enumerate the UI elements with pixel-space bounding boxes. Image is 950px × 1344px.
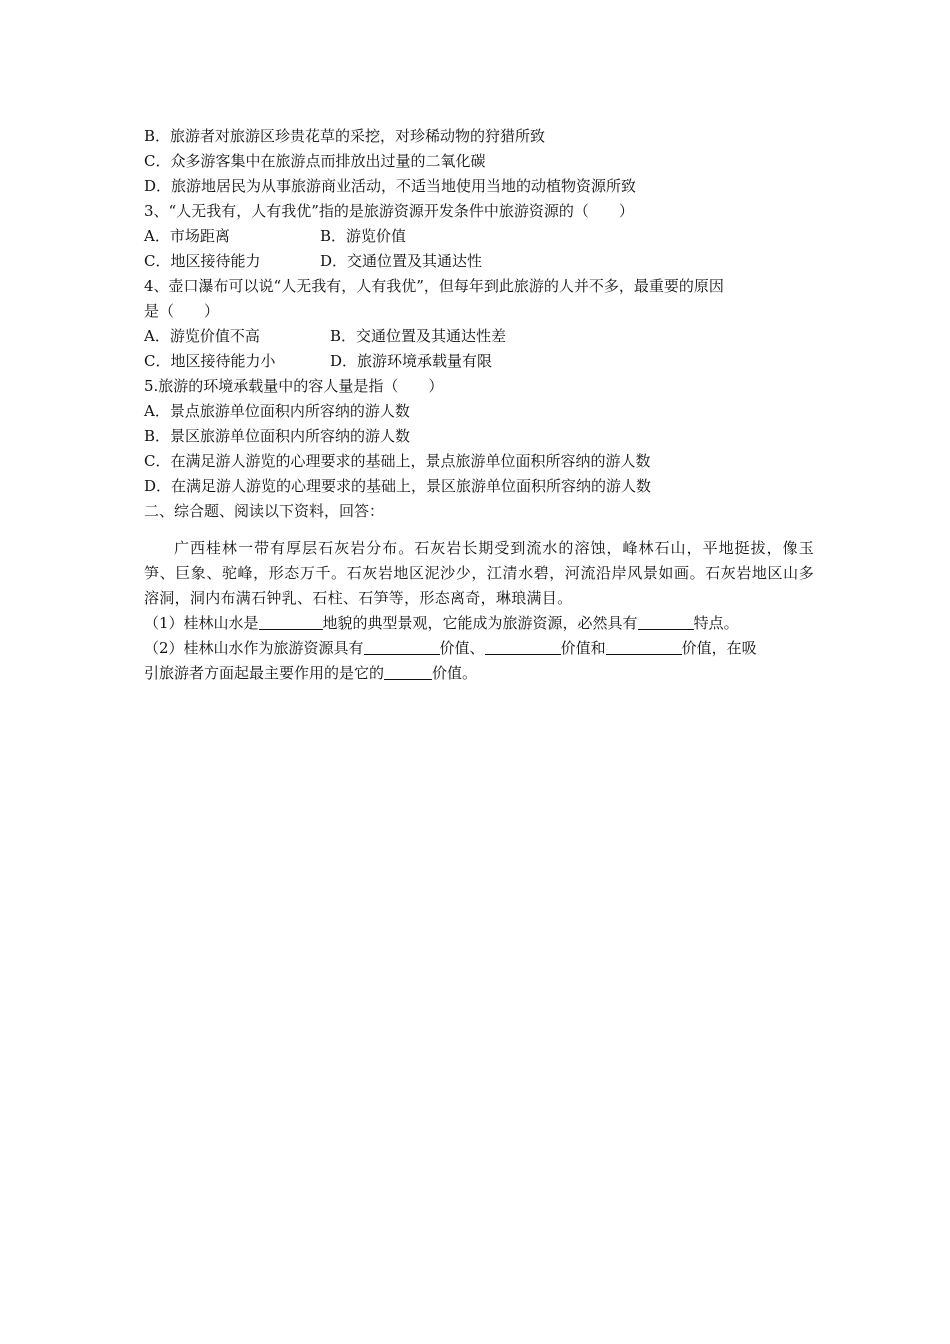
sub2-text-1: （2）桂林山水作为旅游资源具有 xyxy=(144,639,364,657)
sub1-text-1: （1）桂林山水是 xyxy=(144,614,259,632)
q5-option-d: D．在满足游人游览的心理要求的基础上，景区旅游单位面积所容纳的游人数 xyxy=(144,477,652,495)
reading-passage: 广西桂林一带有厚层石灰岩分布。石灰岩长期受到流水的溶蚀，峰林石山，平地挺拔，像玉笋、巨象、驼峰，形态万千。石灰岩地区泥沙少，江清水碧，河流沿岸风景如画。石灰岩地区山多溶洞，洞内布满石钟乳、石柱、石笋等，形态离奇，琳琅满目。 xyxy=(144,539,814,607)
q5-option-a: A．景点旅游单位面积内所容纳的游人数 xyxy=(144,402,410,420)
q3-stem: 3、“人无我有，人有我优”指的是旅游资源开发条件中旅游资源的（ ） xyxy=(144,202,634,220)
q4-option-a: A．游览价值不高 xyxy=(144,327,260,345)
answer-blank-main-value[interactable] xyxy=(384,663,432,680)
sub2-text-3: 价值和 xyxy=(560,639,606,657)
q4-option-c: C．地区接待能力小 xyxy=(144,352,276,370)
sub2-text-2: 价值、 xyxy=(439,639,485,657)
sub-question-2-line1 xyxy=(144,636,814,661)
q3-option-b: B．游览价值 xyxy=(320,227,407,245)
q4-options-row2 xyxy=(144,349,814,374)
answer-blank-landform[interactable] xyxy=(259,613,323,630)
sub1-text-2: 地貌的典型景观，它能成为旅游资源，必然具有 xyxy=(322,614,638,632)
answer-blank-value-3[interactable] xyxy=(606,638,682,655)
q5-option-b: B．景区旅游单位面积内所容纳的游人数 xyxy=(144,427,411,445)
sub2-text-5: 引旅游者方面起最主要作用的是它的 xyxy=(144,664,385,682)
q2-option-c: C．众多游客集中在旅游点而排放出过量的二氧化碳 xyxy=(144,152,486,170)
sub-question-2-line2 xyxy=(144,661,814,686)
sub1-text-3: 特点。 xyxy=(693,614,739,632)
sub-question-1 xyxy=(144,611,814,636)
answer-blank-feature[interactable] xyxy=(638,613,694,630)
q4-option-b: B．交通位置及其通达性差 xyxy=(330,327,507,345)
q3-option-c: C．地区接待能力 xyxy=(144,252,261,270)
q3-options-row1 xyxy=(144,224,814,249)
answer-blank-value-2[interactable] xyxy=(485,638,561,655)
q5-stem: 5.旅游的环境承载量中的容人量是指（ ） xyxy=(144,377,444,395)
sub2-text-4: 价值，在吸 xyxy=(681,639,757,657)
q4-options-row1 xyxy=(144,324,814,349)
q4-stem-line2: 是（ ） xyxy=(144,302,220,320)
section2-heading: 二、综合题、阅读以下资料，回答： xyxy=(144,502,385,520)
q4-stem-line1: 4、壶口瀑布可以说“人无我有，人有我优”，但每年到此旅游的人并不多，最重要的原因 xyxy=(144,277,724,295)
q2-option-b: B．旅游者对旅游区珍贵花草的采挖，对珍稀动物的狩猎所致 xyxy=(144,127,546,145)
answer-blank-value-1[interactable] xyxy=(364,638,440,655)
q3-options-row2 xyxy=(144,249,814,274)
sub2-text-6: 价值。 xyxy=(432,664,478,682)
q3-option-a: A．市场距离 xyxy=(144,227,230,245)
exam-page xyxy=(144,124,814,686)
q5-option-c: C．在满足游人游览的心理要求的基础上，景点旅游单位面积所容纳的游人数 xyxy=(144,452,651,470)
q2-option-d: D．旅游地居民为从事旅游商业活动，不适当地使用当地的动植物资源所致 xyxy=(144,177,637,195)
q4-option-d: D．旅游环境承载量有限 xyxy=(330,352,493,370)
q3-option-d: D．交通位置及其通达性 xyxy=(320,252,483,270)
